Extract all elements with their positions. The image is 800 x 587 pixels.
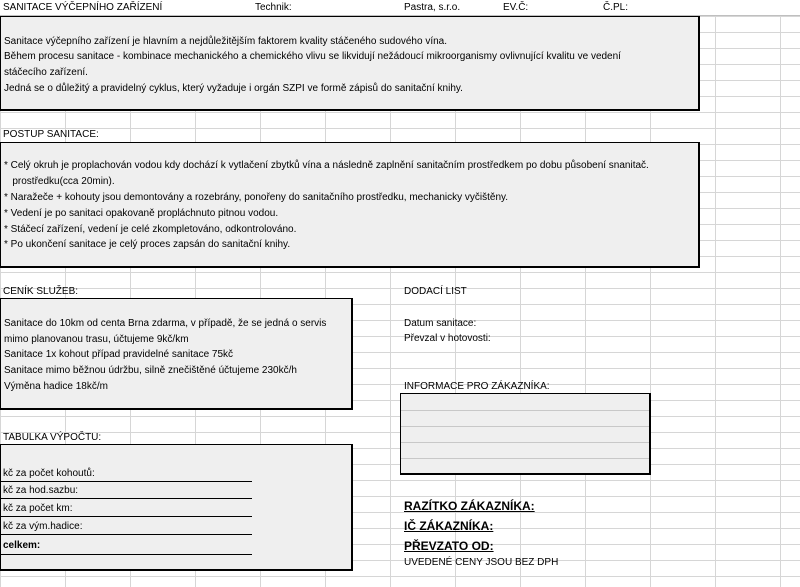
document-title: SANITACE VÝČEPNÍHO ZAŘÍZENÍ — [3, 2, 163, 13]
hodsazba-label: kč za hod.sazbu: — [3, 485, 79, 496]
ev-label: EV.Č: — [503, 2, 529, 13]
tabulka-title: TABULKA VÝPOČTU: — [3, 432, 102, 443]
cenik-line-5: Výměna hadice 18kč/m — [4, 381, 108, 392]
prevzato-label: PŘEVZATO OD: — [404, 539, 494, 553]
hadice-line[interactable] — [0, 534, 252, 535]
postup-line-6: * Po ukončení sanitace je celý proces zapsán do sanitační knihy. — [4, 239, 291, 250]
intro-line-2: Během procesu sanitace - kombinace mechanického a chemického vlivu se likvidují nežádoucí mikroorganismy ovlivnující kvalitu ve vedení — [4, 51, 621, 62]
company-name: Pastra, s.r.o. — [404, 2, 461, 13]
intro-box — [0, 16, 700, 111]
dodaci-title: DODACÍ LIST — [404, 286, 467, 297]
postup-line-3: * Naražeče + kohouty jsou demontovány a rozebrány, ponořeny do sanitačního prostředku, mechanicky vyčištěny. — [4, 192, 509, 203]
cenik-line-3: Sanitace 1x kohout případ pravidelné sanitace 75kč — [4, 349, 234, 360]
razitko-label: RAZÍTKO ZÁKAZNÍKA: — [404, 499, 535, 513]
kohouty-label: kč za počet kohoutů: — [3, 468, 95, 479]
prevzal-label: Převzal v hotovosti: — [404, 333, 491, 344]
postup-line-2: prostředku(cca 20min). — [4, 176, 115, 187]
postup-title: POSTUP SANITACE: — [3, 129, 99, 140]
cpl-label: Č.PL: — [603, 2, 629, 13]
cenik-box — [0, 298, 353, 410]
cenik-line-2: mimo planovanou trasu, účtujeme 9kč/km — [4, 334, 189, 345]
intro-line-1: Sanitace výčepního zařízení je hlavním a nejdůležitějším faktorem kvality stáčeného sudového vína. — [4, 36, 448, 47]
intro-line-3: stáčecího zařízení. — [4, 67, 88, 78]
kohouty-line[interactable] — [0, 481, 252, 482]
hadice-label: kč za vým.hadice: — [3, 521, 83, 532]
hodsazba-line[interactable] — [0, 498, 252, 499]
celkem-label: celkem: — [3, 540, 41, 551]
celkem-line[interactable] — [0, 554, 252, 555]
datum-sanitace-label: Datum sanitace: — [404, 318, 477, 329]
postup-line-4: * Vedení je po sanitaci opakovaně propláchnuto pitnou vodou. — [4, 208, 279, 219]
postup-box — [0, 142, 700, 268]
ic-label: IČ ZÁKAZNÍKA: — [404, 519, 494, 533]
km-line[interactable] — [0, 516, 252, 517]
vat-note: UVEDENÉ CENY JSOU BEZ DPH — [404, 557, 559, 568]
cenik-line-1: Sanitace do 10km od centa Brna zdarma, v případě, že se jedná o servis — [4, 318, 327, 329]
km-label: kč za počet km: — [3, 503, 73, 514]
postup-line-5: * Stáčecí zařízení, vedení je celé zkompletováno, odkontrolováno. — [4, 224, 297, 235]
technik-label: Technik: — [255, 2, 292, 13]
cenik-line-4: Sanitace mimo běžnou údržbu, silně znečištěné účtujeme 230kč/h — [4, 365, 297, 376]
intro-line-4: Jedná se o důležitý a pravidelný cyklus, který vyžaduje i orgán SZPI ve formě zápisů do sanitační knihy. — [4, 83, 463, 94]
informace-box[interactable] — [400, 393, 651, 475]
cenik-title: CENÍK SLUŽEB: — [3, 286, 79, 297]
postup-line-1: * Celý okruh je proplachován vodou kdy dochází k vytlačení zbytků vína a následně zaplnění sanitačním prostředkem po dobu působení snanitač. — [4, 160, 649, 171]
informace-title: INFORMACE PRO ZÁKAZNÍKA: — [404, 381, 550, 392]
